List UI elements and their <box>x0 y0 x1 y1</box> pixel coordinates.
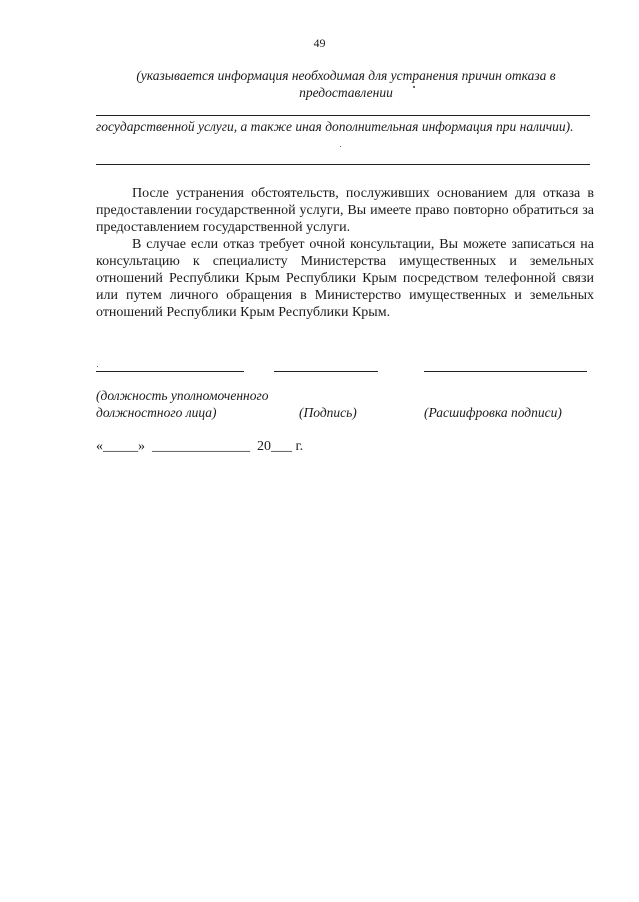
paragraph-consultation: В случае если отказ требует очной консультации, Вы можете записаться на консультацию к специалисту Министерства имущественных и земельных отношений Республики Крым Республики Крым посредством телефонной связи или путем личного обращения в Министерство имущественных и земельных отношений Республики Крым Республики Крым. <box>96 237 594 320</box>
signature-line-position <box>96 371 244 372</box>
scan-speck <box>97 366 98 367</box>
position-caption <box>96 387 268 421</box>
decoding-caption: (Расшифровка подписи) <box>424 405 562 420</box>
date-line: «_____» ______________ 20___ г. <box>96 439 304 454</box>
signature-line-signature <box>274 371 378 372</box>
signature-caption: (Подпись) <box>299 405 357 420</box>
scan-speck <box>413 86 415 88</box>
fill-line-2 <box>96 164 590 165</box>
position-caption-line2: должностного лица) <box>96 405 217 420</box>
page-number: 49 <box>313 36 326 50</box>
hint-bottom: государственной услуги, а также иная дополнительная информация при наличии). <box>96 119 574 134</box>
paragraph-repeat-request: После устранения обстоятельств, послуживших основанием для отказа в предоставлении государственной услуги, Вы имеете право повторно обратиться за предоставлением государственной услуги. <box>96 186 594 235</box>
scan-speck <box>340 146 341 147</box>
signature-line-decoding <box>424 371 587 372</box>
hint-top: (указывается информация необходимая для устранения причин отказа в предоставлении <box>136 68 556 100</box>
fill-line-1 <box>96 115 590 116</box>
position-caption-line1: (должность уполномоченного <box>96 388 269 403</box>
body-text <box>96 185 594 321</box>
